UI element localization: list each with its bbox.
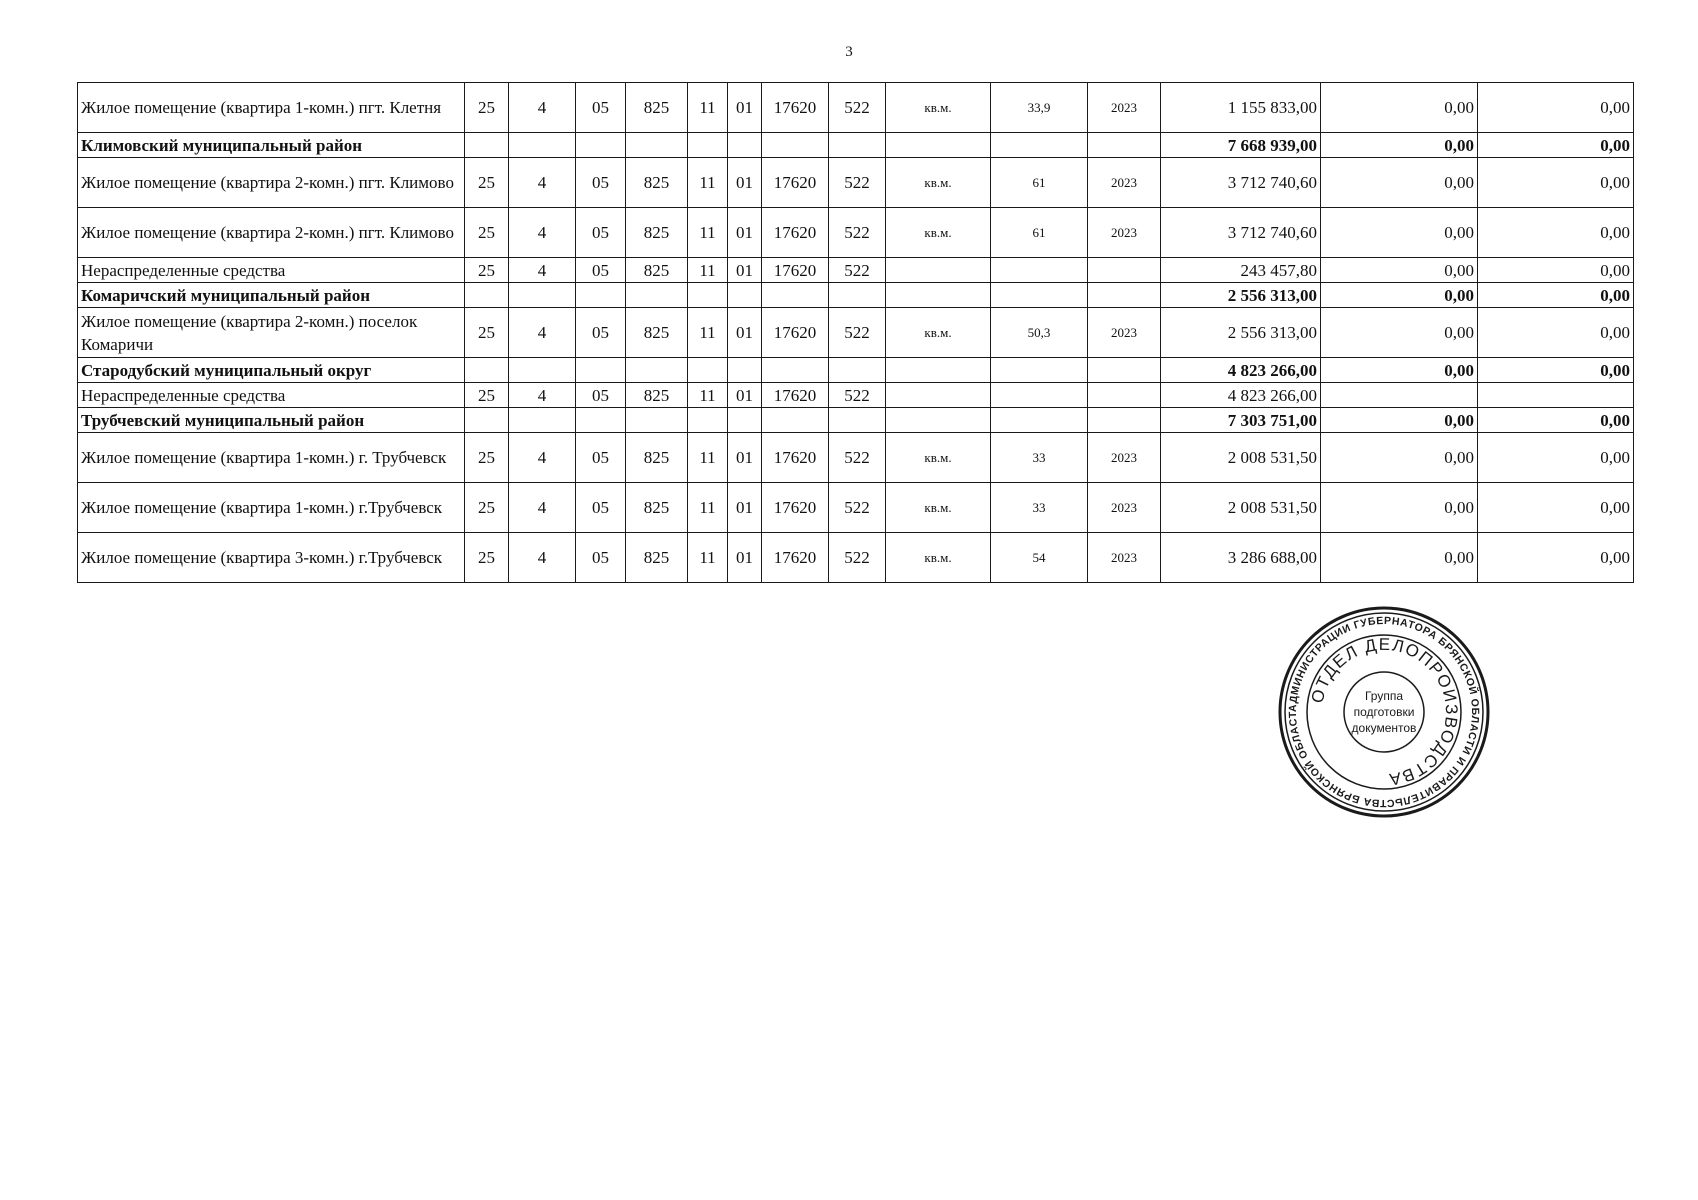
- cell-name: Климовский муниципальный район: [78, 133, 465, 158]
- table-row: [78, 258, 1634, 283]
- cell-code-8: 522: [829, 483, 886, 533]
- group-row: [78, 283, 1634, 308]
- cell-code-4: [626, 133, 688, 158]
- cell-year: [1088, 383, 1161, 408]
- cell-code-3: 05: [576, 383, 626, 408]
- cell-code-8: 522: [829, 383, 886, 408]
- cell-area: 61: [991, 208, 1088, 258]
- cell-amount-1: 3 712 740,60: [1161, 158, 1321, 208]
- cell-amount-1: 2 008 531,50: [1161, 483, 1321, 533]
- cell-code-5: 11: [688, 208, 728, 258]
- cell-code-6: 01: [728, 83, 762, 133]
- cell-code-4: 825: [626, 483, 688, 533]
- cell-code-8: [829, 133, 886, 158]
- cell-amount-1: 2 008 531,50: [1161, 433, 1321, 483]
- cell-amount-2: 0,00: [1321, 483, 1478, 533]
- cell-amount-3: [1478, 383, 1634, 408]
- cell-area: 33: [991, 433, 1088, 483]
- cell-unit: [886, 133, 991, 158]
- cell-area: [991, 383, 1088, 408]
- cell-code-5: 11: [688, 383, 728, 408]
- cell-code-3: [576, 283, 626, 308]
- cell-code-5: 11: [688, 483, 728, 533]
- cell-amount-1: 4 823 266,00: [1161, 383, 1321, 408]
- cell-unit: [886, 258, 991, 283]
- table-body: [78, 83, 1634, 583]
- cell-code-6: 01: [728, 383, 762, 408]
- cell-code-5: 11: [688, 158, 728, 208]
- group-row: [78, 408, 1634, 433]
- cell-code-1: 25: [465, 83, 509, 133]
- cell-amount-3: 0,00: [1478, 483, 1634, 533]
- cell-code-4: 825: [626, 258, 688, 283]
- cell-amount-1: 2 556 313,00: [1161, 283, 1321, 308]
- cell-amount-1: 1 155 833,00: [1161, 83, 1321, 133]
- cell-code-6: [728, 283, 762, 308]
- cell-unit: кв.м.: [886, 533, 991, 583]
- group-row: [78, 133, 1634, 158]
- cell-amount-1: 7 303 751,00: [1161, 408, 1321, 433]
- cell-code-5: 11: [688, 433, 728, 483]
- cell-code-7: 17620: [762, 533, 829, 583]
- cell-code-4: 825: [626, 383, 688, 408]
- cell-code-2: 4: [509, 258, 576, 283]
- cell-code-7: 17620: [762, 158, 829, 208]
- cell-code-3: [576, 133, 626, 158]
- cell-year: 2023: [1088, 433, 1161, 483]
- cell-code-5: 11: [688, 258, 728, 283]
- stamp-center-line1: Группа: [1364, 689, 1404, 703]
- cell-code-4: 825: [626, 208, 688, 258]
- cell-unit: кв.м.: [886, 433, 991, 483]
- cell-code-2: 4: [509, 208, 576, 258]
- cell-code-1: [465, 133, 509, 158]
- cell-name: Нераспределенные средства: [78, 258, 465, 283]
- cell-amount-2: 0,00: [1321, 158, 1478, 208]
- cell-code-5: 11: [688, 533, 728, 583]
- cell-year: [1088, 358, 1161, 383]
- cell-area: 33: [991, 483, 1088, 533]
- cell-amount-2: 0,00: [1321, 133, 1478, 158]
- cell-code-8: [829, 408, 886, 433]
- cell-code-5: 11: [688, 308, 728, 358]
- table-row: [78, 208, 1634, 258]
- cell-code-7: 17620: [762, 308, 829, 358]
- cell-code-1: [465, 358, 509, 383]
- cell-amount-3: 0,00: [1478, 308, 1634, 358]
- cell-code-7: [762, 283, 829, 308]
- cell-area: 61: [991, 158, 1088, 208]
- stamp-center-line3: документов: [1351, 721, 1417, 735]
- cell-name: Трубчевский муниципальный район: [78, 408, 465, 433]
- cell-amount-1: 3 712 740,60: [1161, 208, 1321, 258]
- cell-code-1: 25: [465, 308, 509, 358]
- cell-code-4: 825: [626, 158, 688, 208]
- cell-code-8: 522: [829, 83, 886, 133]
- stamp-inner-text: ОТДЕЛ ДЕЛОПРОИЗВОДСТВА: [1307, 634, 1462, 790]
- cell-code-5: 11: [688, 83, 728, 133]
- cell-code-8: 522: [829, 433, 886, 483]
- cell-code-4: 825: [626, 433, 688, 483]
- cell-code-1: 25: [465, 383, 509, 408]
- cell-amount-3: 0,00: [1478, 208, 1634, 258]
- cell-year: [1088, 283, 1161, 308]
- cell-code-3: 05: [576, 483, 626, 533]
- cell-amount-3: 0,00: [1478, 408, 1634, 433]
- stamp-center-line2: подготовки: [1353, 705, 1415, 719]
- cell-amount-3: 0,00: [1478, 433, 1634, 483]
- cell-amount-2: 0,00: [1321, 358, 1478, 383]
- table-row: [78, 83, 1634, 133]
- cell-code-8: 522: [829, 308, 886, 358]
- cell-code-5: [688, 408, 728, 433]
- cell-code-2: [509, 358, 576, 383]
- cell-code-8: [829, 358, 886, 383]
- page-number: 3: [845, 44, 853, 60]
- cell-code-4: 825: [626, 83, 688, 133]
- cell-code-4: [626, 358, 688, 383]
- cell-code-3: 05: [576, 83, 626, 133]
- cell-area: [991, 133, 1088, 158]
- cell-code-3: 05: [576, 158, 626, 208]
- cell-code-6: 01: [728, 433, 762, 483]
- cell-amount-3: 0,00: [1478, 358, 1634, 383]
- cell-code-4: [626, 283, 688, 308]
- cell-name: Стародубский муниципальный округ: [78, 358, 465, 383]
- table-row: [78, 433, 1634, 483]
- cell-area: [991, 408, 1088, 433]
- cell-code-8: 522: [829, 208, 886, 258]
- cell-code-2: 4: [509, 383, 576, 408]
- cell-code-6: 01: [728, 483, 762, 533]
- cell-code-2: 4: [509, 483, 576, 533]
- cell-name: Жилое помещение (квартира 1-комн.) г.Трубчевск: [78, 483, 465, 533]
- budget-table: [77, 82, 1634, 583]
- cell-code-6: [728, 358, 762, 383]
- cell-name: Жилое помещение (квартира 2-комн.) пгт. Климово: [78, 158, 465, 208]
- cell-code-1: 25: [465, 158, 509, 208]
- cell-code-8: 522: [829, 258, 886, 283]
- cell-code-4: 825: [626, 308, 688, 358]
- cell-amount-1: 4 823 266,00: [1161, 358, 1321, 383]
- cell-code-3: 05: [576, 258, 626, 283]
- cell-code-6: 01: [728, 258, 762, 283]
- cell-amount-1: 7 668 939,00: [1161, 133, 1321, 158]
- cell-code-7: [762, 358, 829, 383]
- cell-code-6: [728, 408, 762, 433]
- cell-amount-2: 0,00: [1321, 533, 1478, 583]
- cell-code-2: 4: [509, 533, 576, 583]
- group-row: [78, 358, 1634, 383]
- cell-code-3: 05: [576, 533, 626, 583]
- cell-amount-2: 0,00: [1321, 83, 1478, 133]
- cell-code-8: 522: [829, 158, 886, 208]
- cell-amount-3: 0,00: [1478, 158, 1634, 208]
- cell-name: Комаричский муниципальный район: [78, 283, 465, 308]
- cell-area: [991, 283, 1088, 308]
- cell-code-2: 4: [509, 308, 576, 358]
- cell-unit: кв.м.: [886, 83, 991, 133]
- cell-name: Жилое помещение (квартира 3-комн.) г.Трубчевск: [78, 533, 465, 583]
- cell-code-7: 17620: [762, 483, 829, 533]
- cell-code-3: 05: [576, 433, 626, 483]
- table-row: [78, 308, 1634, 358]
- cell-unit: кв.м.: [886, 208, 991, 258]
- cell-code-6: 01: [728, 308, 762, 358]
- cell-unit: [886, 383, 991, 408]
- cell-code-3: 05: [576, 308, 626, 358]
- cell-code-1: 25: [465, 483, 509, 533]
- cell-year: 2023: [1088, 308, 1161, 358]
- cell-code-6: [728, 133, 762, 158]
- table-row: [78, 533, 1634, 583]
- cell-code-5: [688, 283, 728, 308]
- cell-code-2: [509, 408, 576, 433]
- cell-area: [991, 358, 1088, 383]
- cell-code-3: [576, 408, 626, 433]
- cell-area: [991, 258, 1088, 283]
- cell-area: 54: [991, 533, 1088, 583]
- cell-code-7: 17620: [762, 258, 829, 283]
- cell-area: 33,9: [991, 83, 1088, 133]
- table-row: [78, 158, 1634, 208]
- cell-code-2: [509, 283, 576, 308]
- cell-code-1: 25: [465, 258, 509, 283]
- cell-year: [1088, 408, 1161, 433]
- table-row: [78, 383, 1634, 408]
- cell-code-1: 25: [465, 533, 509, 583]
- cell-amount-3: 0,00: [1478, 133, 1634, 158]
- cell-name: Жилое помещение (квартира 1-комн.) пгт. Клетня: [78, 83, 465, 133]
- cell-amount-2: 0,00: [1321, 283, 1478, 308]
- cell-name: Жилое помещение (квартира 1-комн.) г. Трубчевск: [78, 433, 465, 483]
- cell-year: 2023: [1088, 533, 1161, 583]
- cell-code-7: 17620: [762, 433, 829, 483]
- stamp-outer-text: АДМИНИСТРАЦИИ ГУБЕРНАТОРА БРЯНСКОЙ ОБЛАСТИ И ПРАВИТЕЛЬСТВА БРЯНСКОЙ ОБЛАСТ: [1286, 614, 1482, 810]
- cell-code-2: 4: [509, 158, 576, 208]
- cell-code-1: [465, 283, 509, 308]
- cell-name: Жилое помещение (квартира 2-комн.) поселок Комаричи: [78, 308, 465, 358]
- cell-amount-2: 0,00: [1321, 308, 1478, 358]
- cell-unit: [886, 358, 991, 383]
- cell-year: 2023: [1088, 83, 1161, 133]
- cell-year: 2023: [1088, 208, 1161, 258]
- cell-code-4: 825: [626, 533, 688, 583]
- cell-amount-3: 0,00: [1478, 533, 1634, 583]
- cell-amount-1: 243 457,80: [1161, 258, 1321, 283]
- cell-unit: кв.м.: [886, 483, 991, 533]
- cell-code-6: 01: [728, 208, 762, 258]
- cell-code-6: 01: [728, 533, 762, 583]
- cell-amount-3: 0,00: [1478, 283, 1634, 308]
- cell-code-7: [762, 133, 829, 158]
- cell-code-7: [762, 408, 829, 433]
- cell-unit: кв.м.: [886, 308, 991, 358]
- cell-code-4: [626, 408, 688, 433]
- cell-amount-3: 0,00: [1478, 258, 1634, 283]
- cell-code-1: 25: [465, 208, 509, 258]
- cell-amount-2: 0,00: [1321, 208, 1478, 258]
- cell-code-5: [688, 133, 728, 158]
- cell-code-3: 05: [576, 208, 626, 258]
- cell-amount-2: 0,00: [1321, 408, 1478, 433]
- cell-code-2: 4: [509, 433, 576, 483]
- cell-year: [1088, 258, 1161, 283]
- cell-code-6: 01: [728, 158, 762, 208]
- cell-code-7: 17620: [762, 83, 829, 133]
- cell-unit: [886, 408, 991, 433]
- cell-code-7: 17620: [762, 208, 829, 258]
- cell-year: 2023: [1088, 483, 1161, 533]
- cell-code-3: [576, 358, 626, 383]
- cell-code-2: 4: [509, 83, 576, 133]
- official-stamp: [1276, 604, 1492, 820]
- cell-code-7: 17620: [762, 383, 829, 408]
- cell-name: Жилое помещение (квартира 2-комн.) пгт. Климово: [78, 208, 465, 258]
- cell-code-2: [509, 133, 576, 158]
- table-row: [78, 483, 1634, 533]
- cell-amount-3: 0,00: [1478, 83, 1634, 133]
- cell-year: [1088, 133, 1161, 158]
- cell-name: Нераспределенные средства: [78, 383, 465, 408]
- cell-amount-2: 0,00: [1321, 433, 1478, 483]
- cell-code-8: 522: [829, 533, 886, 583]
- stamp-seal-graphic: [1276, 604, 1492, 820]
- cell-amount-2: 0,00: [1321, 258, 1478, 283]
- cell-code-5: [688, 358, 728, 383]
- cell-area: 50,3: [991, 308, 1088, 358]
- cell-code-1: [465, 408, 509, 433]
- cell-code-8: [829, 283, 886, 308]
- cell-code-1: 25: [465, 433, 509, 483]
- cell-amount-1: 3 286 688,00: [1161, 533, 1321, 583]
- cell-unit: кв.м.: [886, 158, 991, 208]
- cell-amount-1: 2 556 313,00: [1161, 308, 1321, 358]
- cell-year: 2023: [1088, 158, 1161, 208]
- cell-amount-2: [1321, 383, 1478, 408]
- cell-unit: [886, 283, 991, 308]
